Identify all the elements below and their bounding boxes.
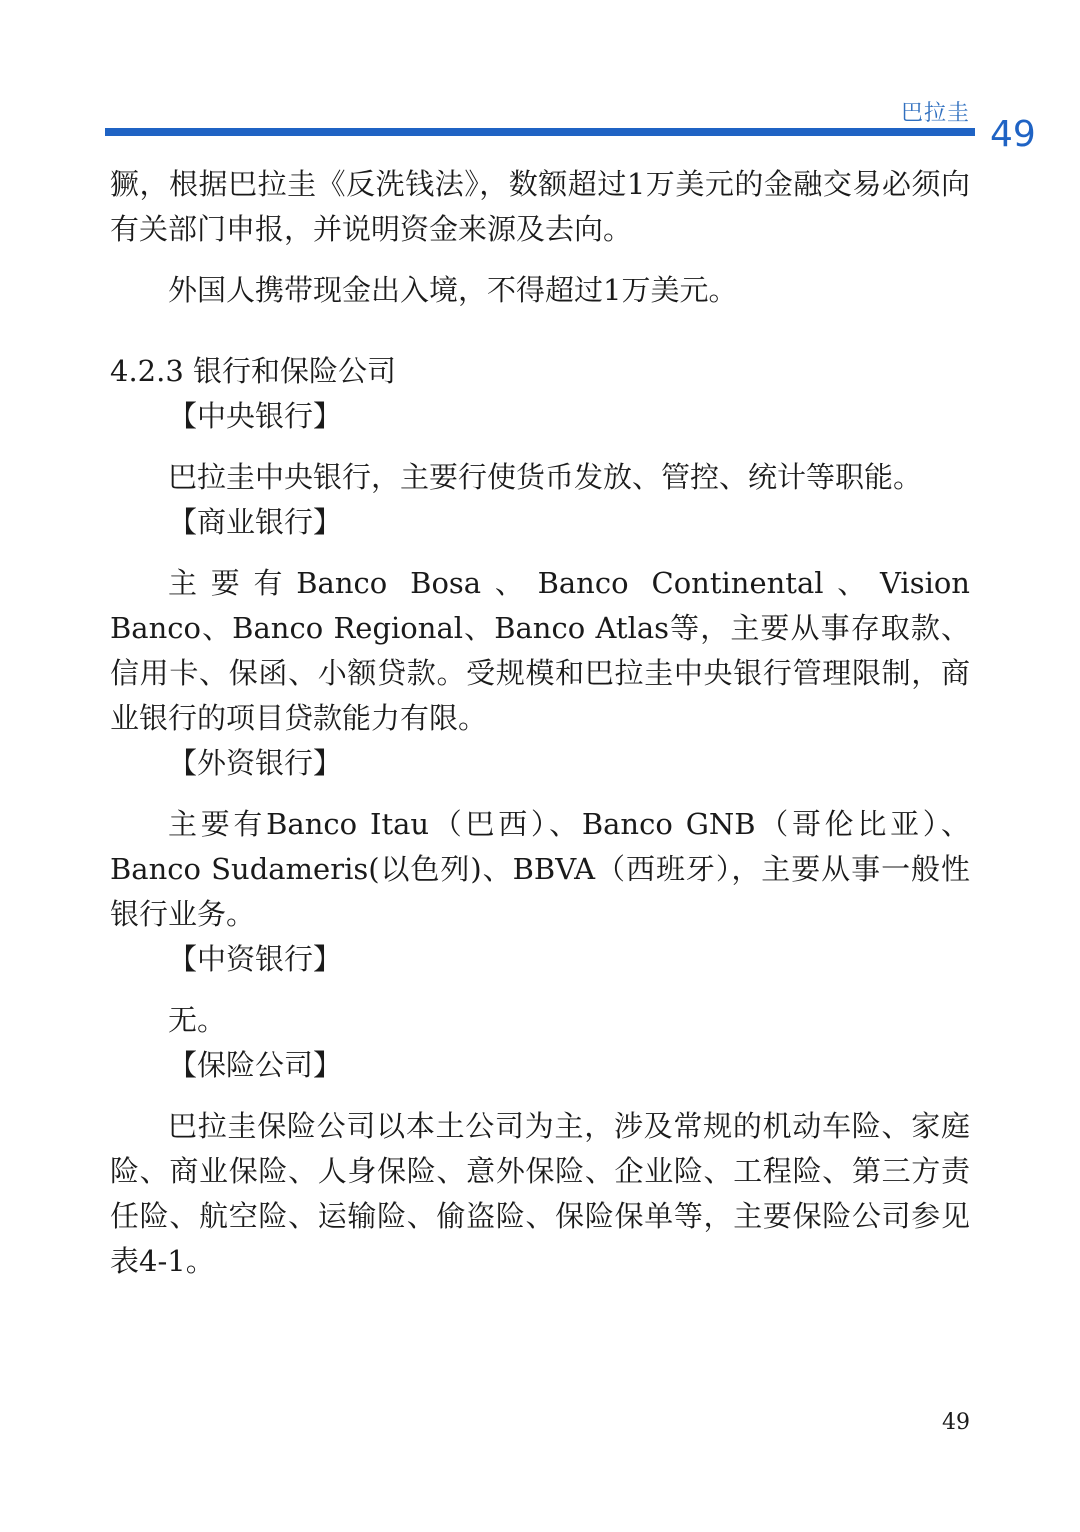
paragraph-commercial-bank: 主要有Banco Bosa、Banco Continental、Vision Banco、Banco Regional、Banco Atlas等，主要从事存取款、信用卡、保函、小额贷款。受规模和巴拉圭中央银行管理限制，商业银行的项目贷款能力有限。	[110, 566, 970, 735]
heading-foreign-bank: 【外资银行】	[168, 746, 343, 780]
running-header-country: 巴拉圭	[900, 101, 970, 126]
heading-chinese-bank: 【中资银行】	[168, 942, 343, 976]
paragraph-aml-continued: 獗，根据巴拉圭《反洗钱法》，数额超过1万美元的金融交易必须向有关部门申报，并说明资金来源及去向。	[110, 167, 970, 246]
heading-commercial-bank: 【商业银行】	[168, 505, 343, 539]
page-body	[110, 162, 970, 1284]
header-page-number: 49	[990, 114, 1036, 155]
header-rule	[105, 128, 975, 136]
paragraph-central-bank: 巴拉圭中央银行，主要行使货币发放、管控、统计等职能。	[168, 460, 923, 494]
heading-central-bank: 【中央银行】	[168, 399, 343, 433]
paragraph-insurance: 巴拉圭保险公司以本土公司为主，涉及常规的机动车险、家庭险、商业保险、人身保险、意外保险、企业险、工程险、第三方责任险、航空险、运输险、偷盗险、保险保单等，主要保险公司参见表4-1。	[110, 1109, 970, 1278]
heading-insurance: 【保险公司】	[168, 1048, 343, 1082]
paragraph-chinese-bank: 无。	[168, 1003, 227, 1037]
paragraph-foreign-bank: 主要有Banco Itau（巴西）、Banco GNB（哥伦比亚）、Banco Sudameris(以色列)、BBVA（西班牙），主要从事一般性银行业务。	[110, 807, 970, 931]
footer-page-number: 49	[942, 1410, 970, 1435]
section-title-banks-insurance: 4.2.3 银行和保险公司	[110, 354, 397, 388]
paragraph-cash-limit: 外国人携带现金出入境，不得超过1万美元。	[168, 273, 738, 307]
